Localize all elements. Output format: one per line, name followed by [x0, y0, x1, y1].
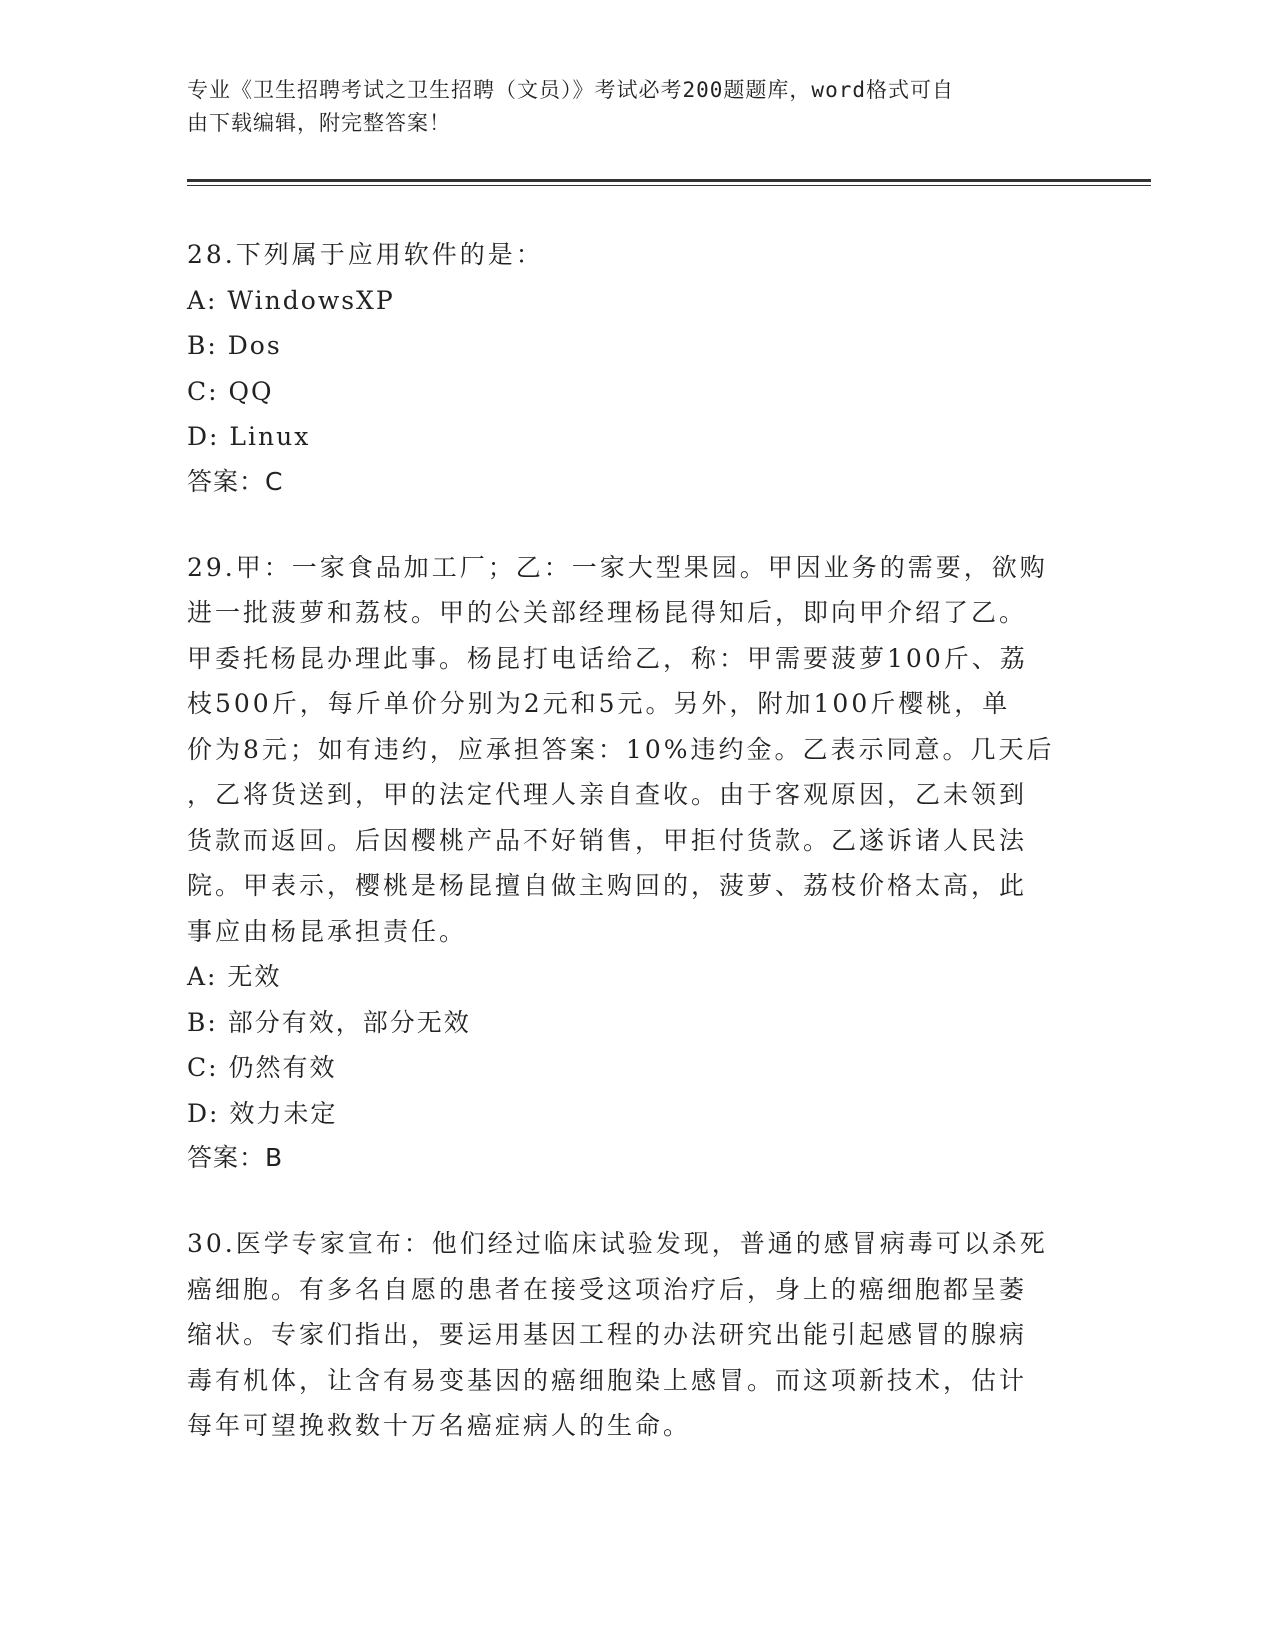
question-stem-line: 货款而返回。后因樱桃产品不好销售，甲拒付货款。乙遂诉诸人民法: [187, 825, 1028, 855]
header-line: 由下载编辑，附完整答案！: [187, 111, 451, 135]
option-b: B: Dos: [187, 331, 282, 360]
question-list: [187, 232, 1087, 1491]
question-stem-line: 院。甲表示，樱桃是杨昆擅自做主购回的，菠萝、荔枝价格太高，此: [187, 871, 1028, 900]
question-stem-line: 毒有机体，让含有易变基因的癌细胞染上感冒。而这项新技术，估计: [187, 1365, 1028, 1395]
question-stem-line: 价为8元；如有违约，应承担答案：10%违约金。乙表示同意。几天后: [187, 734, 1055, 764]
header-rule-thick: [187, 179, 1151, 182]
option-d: D: 效力未定: [187, 1098, 338, 1128]
option-c: C: QQ: [187, 376, 274, 406]
option-d: D: Linux: [187, 422, 311, 451]
option-a: A: WindowsXP: [187, 285, 395, 315]
header-rule-thin: [187, 185, 1151, 186]
question-29: [187, 545, 1087, 1180]
option-a: A: 无效: [187, 962, 282, 991]
question-stem-line: 每年可望挽救数十万名癌症病人的生命。: [187, 1411, 692, 1440]
question-stem-line: 事应由杨昆承担责任。: [187, 916, 468, 946]
question-stem-line: 28.下列属于应用软件的是：: [187, 240, 544, 269]
option-c: C: 仍然有效: [187, 1053, 337, 1082]
question-stem-line: 枝500斤，每斤单价分别为2元和5元。另外，附加100斤樱桃，单: [187, 689, 1011, 718]
answer: 答案：B: [187, 1143, 284, 1172]
question-stem-line: ，乙将货送到，甲的法定代理人亲自查收。由于客观原因，乙未领到: [187, 780, 1028, 809]
question-stem-line: 癌细胞。有多名自愿的患者在接受这项治疗后，身上的癌细胞都呈萎: [187, 1274, 1028, 1304]
question-stem-line: 甲委托杨昆办理此事。杨昆打电话给乙，称：甲需要菠萝100斤、荔: [187, 643, 1028, 673]
question-stem-line: 缩状。专家们指出，要运用基因工程的办法研究出能引起感冒的腺病: [187, 1320, 1028, 1349]
question-stem-line: 进一批菠萝和荔枝。甲的公关部经理杨昆得知后，即向甲介绍了乙。: [187, 598, 1028, 627]
option-b: B: 部分有效，部分无效: [187, 1007, 471, 1037]
document-header: [187, 74, 1087, 140]
question-stem-line: 29.甲：一家食品加工厂；乙：一家大型果园。甲因业务的需要，欲购: [187, 552, 1048, 582]
answer: 答案：C: [187, 466, 284, 496]
header-line: 专业《卫生招聘考试之卫生招聘（文员）》考试必考200题题库，word格式可自: [187, 78, 954, 102]
question-28: [187, 232, 1087, 503]
question-stem-line: 30.医学专家宣布：他们经过临床试验发现，普通的感冒病毒可以杀死: [187, 1229, 1048, 1258]
question-30: [187, 1221, 1087, 1449]
